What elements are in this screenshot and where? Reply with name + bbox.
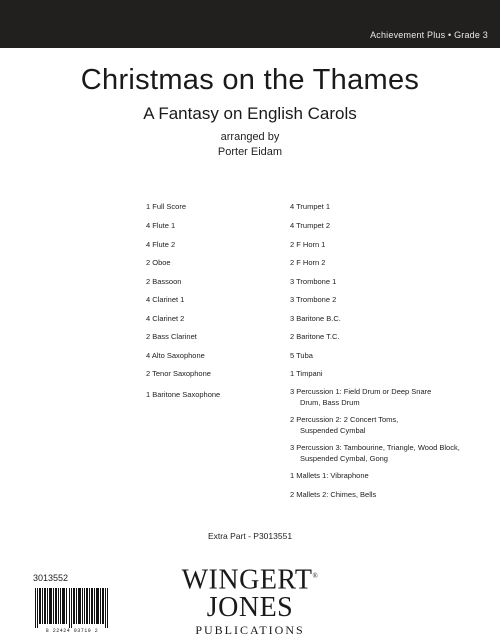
catalog-number: 3013552 xyxy=(33,573,69,583)
part-item: 4 Trumpet 2 xyxy=(290,221,331,230)
publisher-name-line3: PUBLICATIONS xyxy=(195,623,305,638)
arranged-by-label: arranged by xyxy=(220,131,280,143)
part-item: 2 Oboe xyxy=(146,258,171,267)
part-item: 1 Baritone Saxophone xyxy=(146,390,221,399)
part-item: 2 Percussion 2: 2 Concert Toms, xyxy=(290,415,399,424)
series-grade-label: Achievement Plus • Grade 3 xyxy=(370,30,488,40)
part-item: 1 Mallets 1: Vibraphone xyxy=(290,471,369,480)
publisher-logo xyxy=(150,562,350,640)
top-header-bar xyxy=(0,0,500,48)
part-item: 3 Trombone 1 xyxy=(290,277,337,286)
part-item: 2 Bass Clarinet xyxy=(146,332,197,341)
part-item-continuation: Drum, Bass Drum xyxy=(300,398,360,407)
extra-part-note: Extra Part - P3013551 xyxy=(207,531,293,541)
barcode-bars-icon xyxy=(33,586,111,630)
piece-title: Christmas on the Thames xyxy=(80,64,420,96)
part-item: 5 Tuba xyxy=(290,351,313,360)
part-item: 2 Baritone T.C. xyxy=(290,332,340,341)
arranger-name: Porter Eidam xyxy=(217,146,283,158)
part-item-continuation: Suspended Cymbal xyxy=(300,426,366,435)
barcode xyxy=(33,586,111,636)
part-item: 4 Flute 2 xyxy=(146,240,176,249)
part-item: 2 Mallets 2: Chimes, Bells xyxy=(290,490,377,499)
registered-mark: ® xyxy=(312,572,319,580)
part-item: 3 Percussion 3: Tambourine, Triangle, Wood Block, xyxy=(290,443,460,452)
part-item: 2 F Horn 1 xyxy=(290,240,326,249)
piece-subtitle: A Fantasy on English Carols xyxy=(143,104,357,123)
part-item: 4 Flute 1 xyxy=(146,221,176,230)
part-item: 1 Full Score xyxy=(146,202,187,211)
part-item: 3 Trombone 2 xyxy=(290,295,337,304)
publisher-name-line1: WINGERT xyxy=(181,564,313,596)
part-item-continuation: Suspended Cymbal, Gong xyxy=(300,454,388,463)
part-item: 3 Percussion 1: Field Drum or Deep Snare xyxy=(290,387,432,396)
part-item: 4 Clarinet 2 xyxy=(146,314,185,323)
part-item: 1 Timpani xyxy=(290,369,323,378)
part-item: 2 Bassoon xyxy=(146,277,182,286)
part-item: 4 Alto Saxophone xyxy=(146,351,205,360)
barcode-digits: 8 22424 03719 2 xyxy=(33,628,111,634)
part-item: 4 Clarinet 1 xyxy=(146,295,185,304)
part-item: 2 F Horn 2 xyxy=(290,258,326,267)
publisher-name-line2: JONES xyxy=(206,592,294,624)
part-item: 3 Baritone B.C. xyxy=(290,314,341,323)
part-item: 4 Trumpet 1 xyxy=(290,202,331,211)
part-item: 2 Tenor Saxophone xyxy=(146,369,211,378)
